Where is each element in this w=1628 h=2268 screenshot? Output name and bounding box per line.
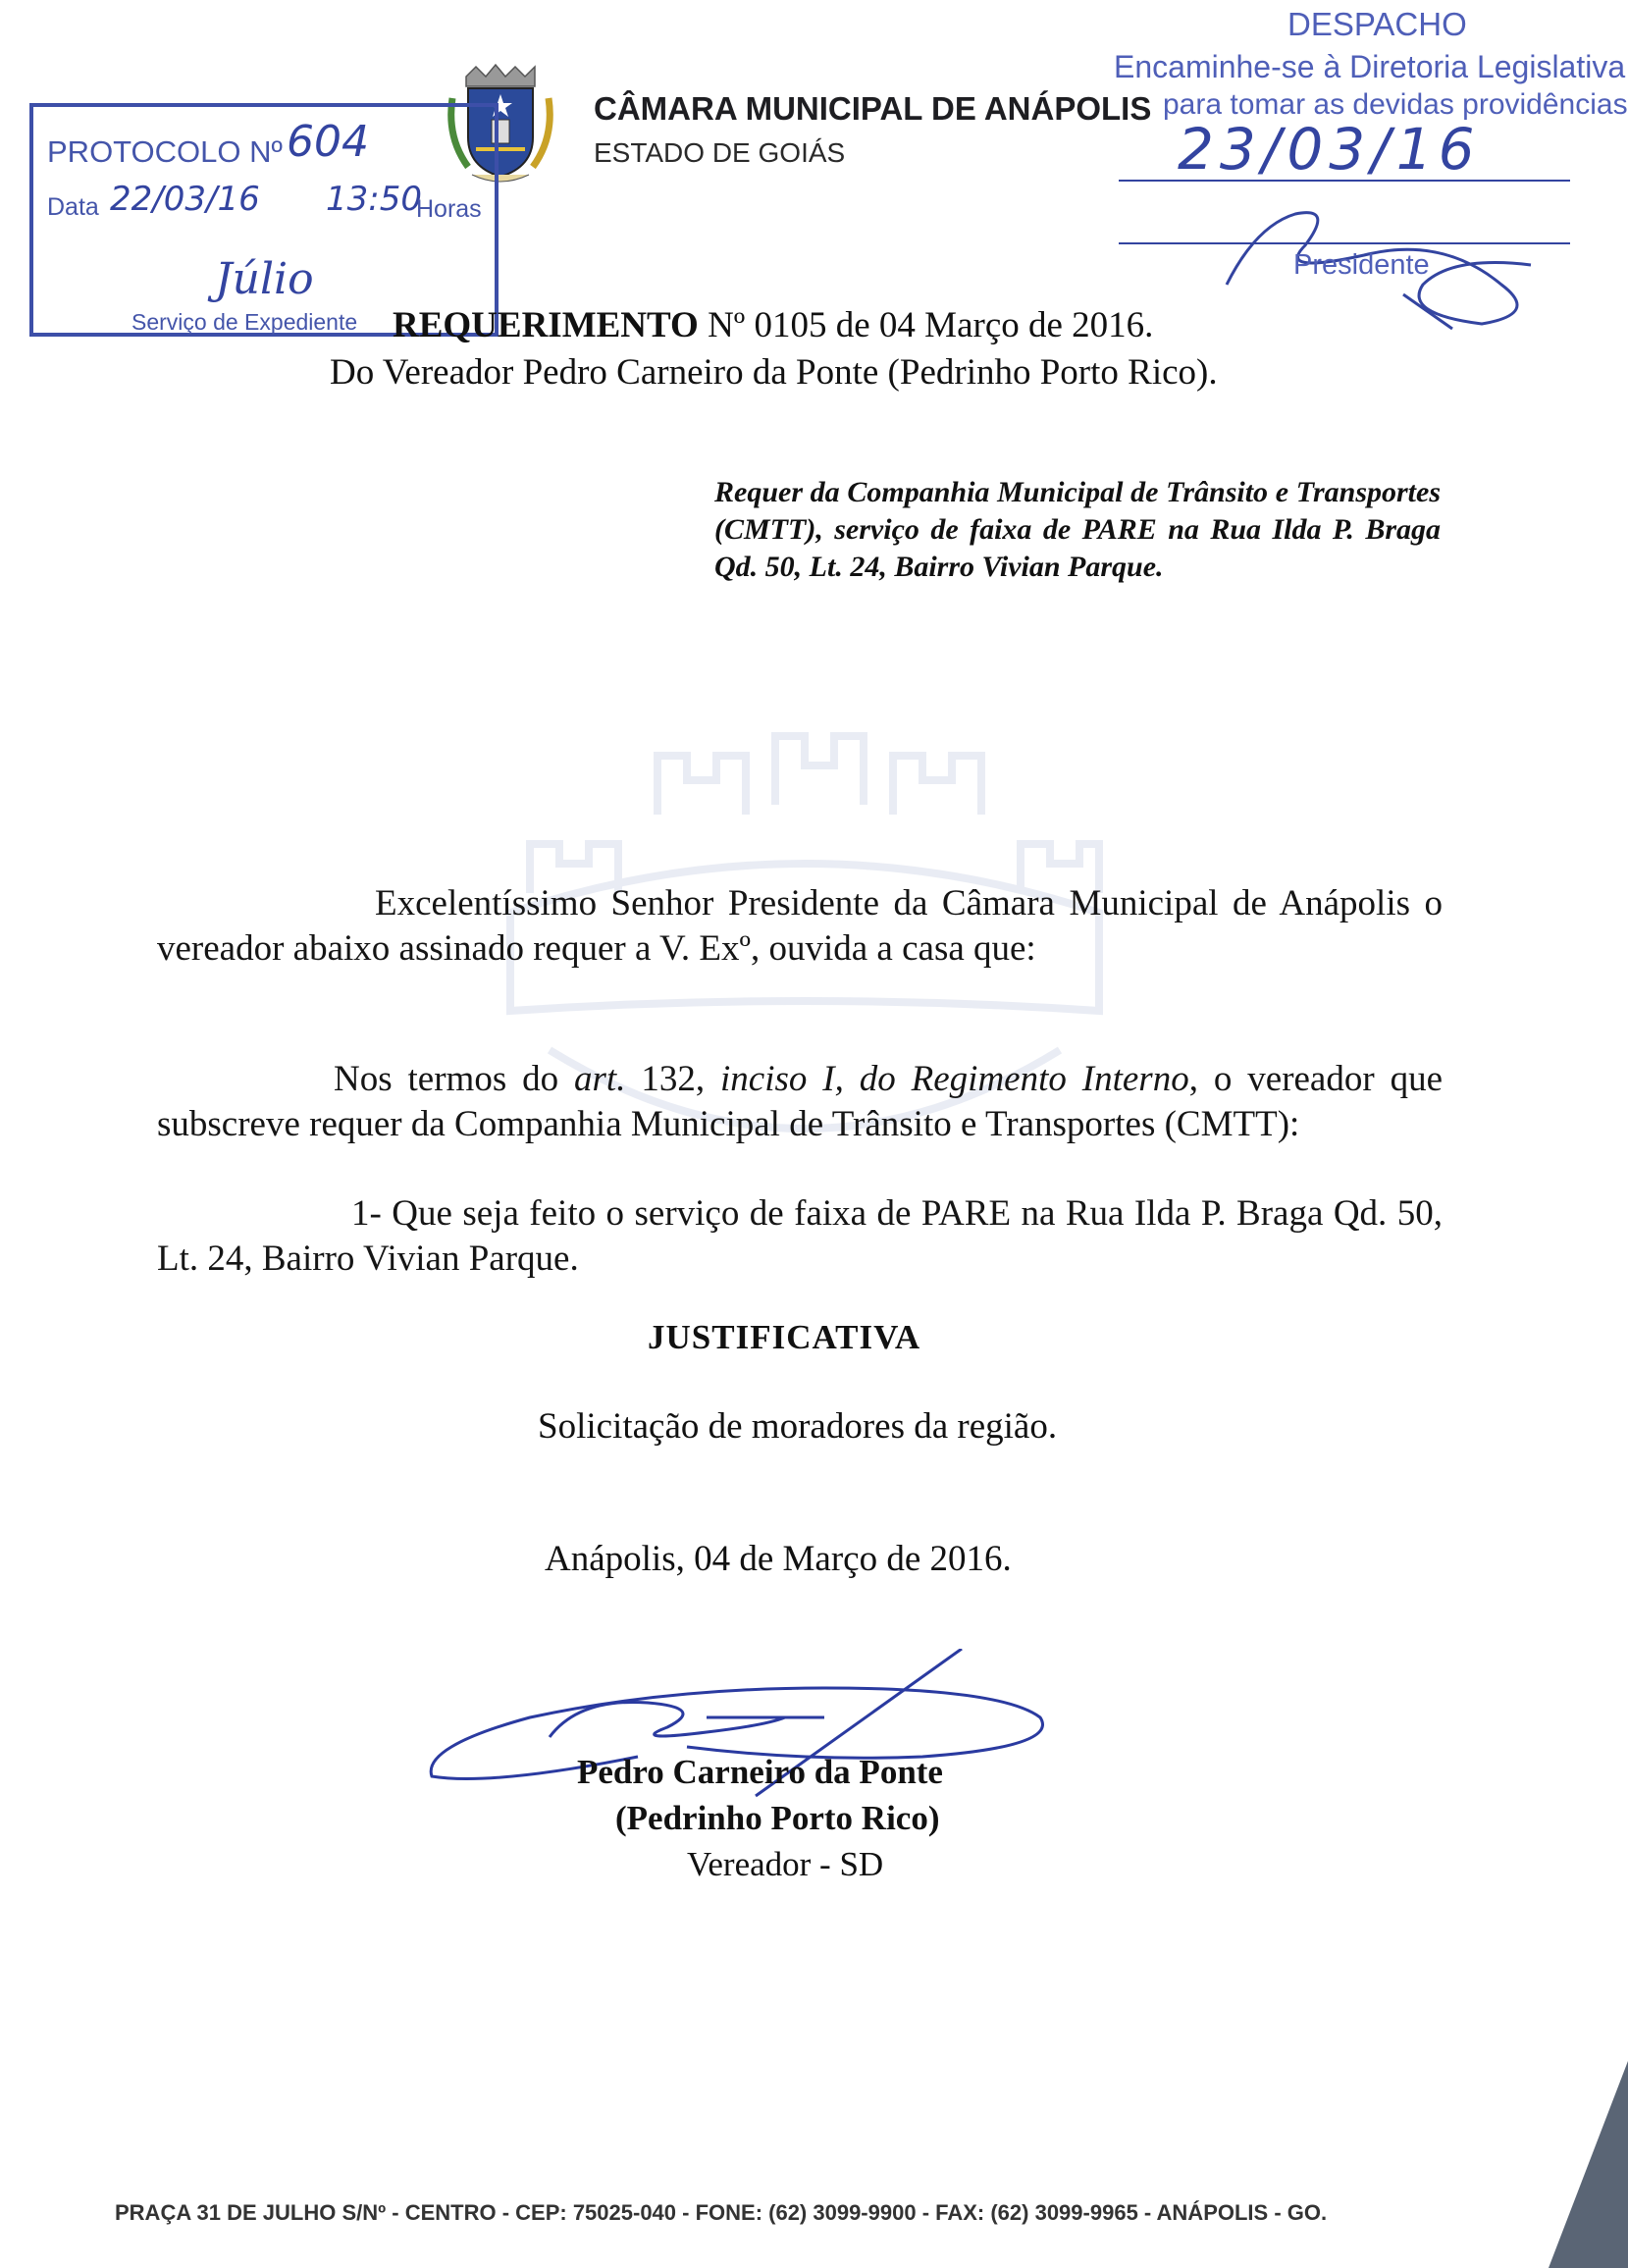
document-summary: Requer da Companhia Municipal de Trânsito e Transportes (CMTT), serviço de faixa de PARE na Rua Ilda P. Braga Qd. 50, Lt. 24, Bairro Vivian Parque. [714, 476, 1441, 583]
corner-shadow [1509, 2061, 1628, 2268]
document-author-line: Do Vereador Pedro Carneiro da Ponte (Pedrinho Porto Rico). [330, 352, 1218, 393]
place-date: Anápolis, 04 de Março de 2016. [545, 1539, 1012, 1579]
paragraph2-part-b: 132, [625, 1059, 721, 1099]
protocol-stamp [29, 103, 499, 337]
justification-title: JUSTIFICATIVA [648, 1318, 921, 1356]
protocol-date: 22/03/16 [110, 180, 260, 219]
signature-name: Pedro Carneiro da Ponte [577, 1753, 943, 1791]
paragraph2-part-a: Nos termos do [334, 1059, 575, 1099]
protocol-rubric: Júlio [215, 254, 314, 304]
protocol-label: PROTOCOLO Nº [47, 134, 283, 169]
protocol-time: 13:50 [326, 180, 422, 219]
paragraph2-art: art. [574, 1059, 626, 1099]
signature-role: Vereador - SD [687, 1845, 884, 1883]
document-title [393, 304, 1153, 346]
dispatch-role: Presidente [1293, 249, 1430, 281]
institution-state: ESTADO DE GOIÁS [594, 137, 846, 168]
protocol-hours-label: Horas [416, 195, 482, 223]
footer-address: PRAÇA 31 DE JULHO S/Nº - CENTRO - CEP: 75025-040 - FONE: (62) 3099-9900 - FAX: (62) 3099-9965 - ANÁPOLIS - GO. [115, 2200, 1328, 2225]
signature-nickname: (Pedrinho Porto Rico) [615, 1799, 940, 1837]
dispatch-title: DESPACHO [1287, 6, 1467, 42]
document-title-bold: REQUERIMENTO [393, 305, 699, 345]
protocol-number: 604 [287, 117, 369, 167]
dispatch-date: 23/03/16 [1178, 116, 1481, 183]
protocol-sector: Serviço de Expediente [131, 309, 358, 335]
paragraph2-inciso: inciso I, do Regimento Interno [720, 1059, 1189, 1099]
justification-text: Solicitação de moradores da região. [538, 1406, 1058, 1447]
paragraph-legal-basis [157, 1057, 1443, 1147]
paragraph-request-item: 1- Que seja feito o serviço de faixa de PARE na Rua Ilda P. Braga Qd. 50, Lt. 24, Bairro Vivian Parque. [157, 1193, 1443, 1279]
institution-name: CÂMARA MUNICIPAL DE ANÁPOLIS [594, 90, 1152, 127]
protocol-date-label: Data [47, 193, 99, 221]
paragraph-salutation: Excelentíssimo Senhor Presidente da Câmara Municipal de Anápolis o vereador abaixo assinado requer a V. Exº, ouvida a casa que: [157, 883, 1443, 969]
document-title-rest: Nº 0105 de 04 Março de 2016. [698, 305, 1154, 345]
paragraph2-part-c: , o vereador que subscreve requer da Companhia Municipal de Trânsito e Transportes (CMTT): [157, 1059, 1443, 1144]
dispatch-line-2: para tomar as devidas providências [1163, 88, 1628, 121]
dispatch-line-1: Encaminhe-se à Diretoria Legislativa [1114, 49, 1626, 84]
